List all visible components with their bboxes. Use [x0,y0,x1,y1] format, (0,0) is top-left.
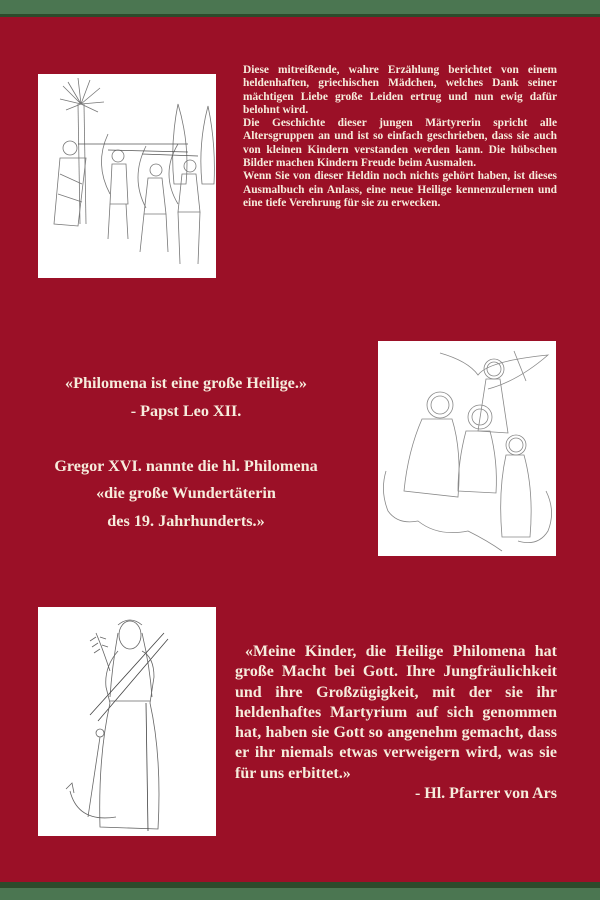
illustration-saint-philomena [38,607,216,836]
ars-quote-attribution: - Hl. Pfarrer von Ars [414,785,557,803]
illustration-heavenly-scene [378,341,556,556]
intro-text-block [243,64,557,210]
quote-gregor-line: des 19. Jahrhunderts.» [107,511,265,530]
intro-paragraph: Die Geschichte dieser jungen Märtyrerin spricht alle Altersgruppen an und ist so einfach geschrieben, dass sie auch von kleinen Kindern verstanden werden kann. Die hübschen Bilder machen Kindern Freude beim Ausmalen. [243,117,557,170]
quote-leo: «Philomena ist eine große Heilige.» [64,374,308,392]
quote-leo-attribution: - Papst Leo XII. [130,401,242,420]
ars-quote-text: «Meine Kinder, die Heilige Philomena hat große Macht bei Gott. Ihre Jungfräulichkeit und ihre Großzügigkeit, mit der sie ihr heldenhaftes Martyrium auf sich genommen hat, haben sie Gott so angenehm gemacht, dass er ihr niemals etwas verweigern wird, was sie für uns erbittet.» [235,643,557,782]
papal-quotes-block [36,370,336,535]
top-green-band [0,0,600,14]
illustration-archers [38,74,216,278]
bottom-green-band [0,888,600,900]
top-dark-green-line [0,14,600,17]
quote-gregor-line: Gregor XVI. nannte die hl. Philomena [54,456,318,475]
quote-gregor-line: «die große Wundertäterin [96,484,276,502]
ars-quote-block [235,642,557,804]
intro-paragraph: Wenn Sie von dieser Heldin noch nichts gehört haben, ist dieses Ausmalbuch ein Anlass, eine neue Heilige kennenzulernen und eine tiefe Verehrung für sie zu erwecken. [243,170,557,209]
intro-paragraph: Diese mitreißende, wahre Erzählung berichtet von einem heldenhaften, griechischen Mädchen, welches Dank seiner mächtigen Liebe große Leiden ertrug und nun ewig dafür belohnt wird. [243,64,557,116]
